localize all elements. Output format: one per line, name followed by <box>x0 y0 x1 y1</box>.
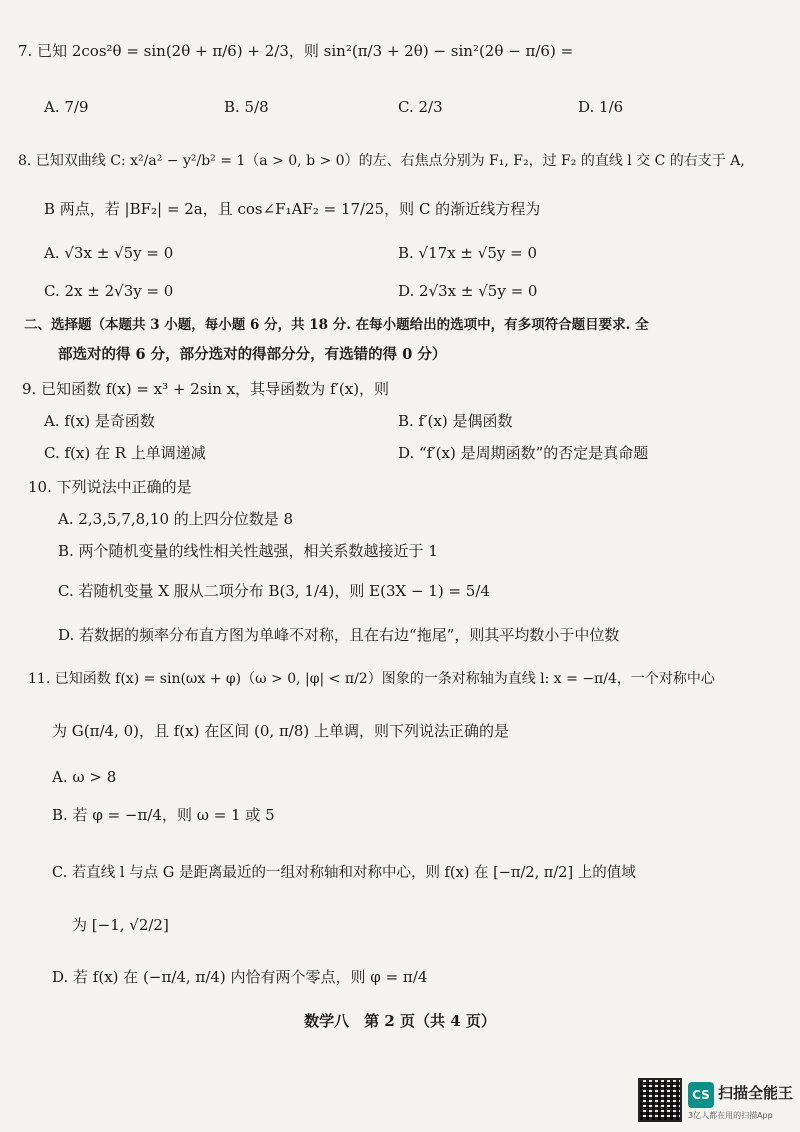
q10-option-d: D. 若数据的频率分布直方图为单峰不对称，且在右边“拖尾”，则其平均数小于中位数 <box>58 626 620 644</box>
q8-option-b: B. √17x ± √5y = 0 <box>398 244 537 262</box>
q11-option-b: B. 若 φ = −π/4，则 ω = 1 或 5 <box>52 806 275 824</box>
q11-stem-line1: 11. 已知函数 f(x) = sin(ωx + φ)（ω > 0, |φ| < π/2）图象的一条对称轴为直线 l: x = −π/4，一个对称中心 <box>28 671 715 687</box>
q8-stem-line2: B 两点，若 |BF₂| = 2a，且 cos∠F₁AF₂ = 17/25，则 C 的渐近线方程为 <box>44 200 541 218</box>
q9-stem: 9. 已知函数 f(x) = x³ + 2sin x，其导函数为 f′(x)，则 <box>22 380 390 398</box>
section2-header-line1: 二、选择题（本题共 3 小题，每小题 6 分，共 18 分. 在每小题给出的选项中，有多项符合题目要求. 全 <box>24 317 649 333</box>
app-name: 扫描全能王 <box>718 1084 794 1102</box>
q10-option-a: A. 2,3,5,7,8,10 的上四分位数是 8 <box>58 510 294 528</box>
q8-option-d: D. 2√3x ± √5y = 0 <box>398 282 538 300</box>
q10-stem: 10. 下列说法中正确的是 <box>28 478 192 496</box>
q11-stem-line2: 为 G(π/4, 0)，且 f(x) 在区间 (0, π/8) 上单调，则下列说法正确的是 <box>52 722 510 740</box>
q10-option-b: B. 两个随机变量的线性相关性越强，相关系数越接近于 1 <box>58 542 438 560</box>
q8-option-c: C. 2x ± 2√3y = 0 <box>44 282 174 300</box>
qr-code-icon <box>638 1078 682 1122</box>
q11-option-d: D. 若 f(x) 在 (−π/4, π/4) 内恰有两个零点，则 φ = π/4 <box>52 968 428 986</box>
q9-option-d: D. “f′(x) 是周期函数”的否定是真命题 <box>398 444 649 462</box>
q11-option-a: A. ω > 8 <box>52 768 117 786</box>
q9-option-c: C. f(x) 在 R 上单调递减 <box>44 444 206 462</box>
q9-option-b: B. f′(x) 是偶函数 <box>398 412 513 430</box>
scanner-badge <box>638 1078 798 1124</box>
q7-stem: 7. 已知 2cos²θ = sin(2θ + π/6) + 2/3，则 sin²(π/3 + 2θ) − sin²(2θ − π/6) = <box>18 42 574 60</box>
q7-option-d: D. 1/6 <box>578 98 624 116</box>
q7-option-b: B. 5/8 <box>224 98 269 116</box>
q7-option-a: A. 7/9 <box>44 98 89 116</box>
q11-option-c: C. 若直线 l 与点 G 是距离最近的一组对称轴和对称中心，则 f(x) 在 [−π/2, π/2] 上的值域 <box>52 865 636 881</box>
app-tagline: 3亿人都在用的扫描App <box>688 1111 773 1120</box>
q11-option-c-cont: 为 [−1, √2/2] <box>72 916 169 934</box>
q9-option-a: A. f(x) 是奇函数 <box>44 412 155 430</box>
camscanner-logo: CS <box>688 1082 714 1108</box>
q8-stem-line1: 8. 已知双曲线 C: x²/a² − y²/b² = 1（a > 0, b > 0）的左、右焦点分别为 F₁, F₂，过 F₂ 的直线 l 交 C 的右支于 A, <box>18 153 745 169</box>
page-footer: 数学八 第 2 页（共 4 页） <box>304 1012 496 1030</box>
q10-option-c: C. 若随机变量 X 服从二项分布 B(3, 1/4)，则 E(3X − 1) = 5/4 <box>58 582 490 600</box>
q8-option-a: A. √3x ± √5y = 0 <box>44 244 174 262</box>
q7-option-c: C. 2/3 <box>398 98 443 116</box>
section2-header-line2: 部选对的得 6 分，部分选对的得部分分，有选错的得 0 分） <box>58 346 447 363</box>
